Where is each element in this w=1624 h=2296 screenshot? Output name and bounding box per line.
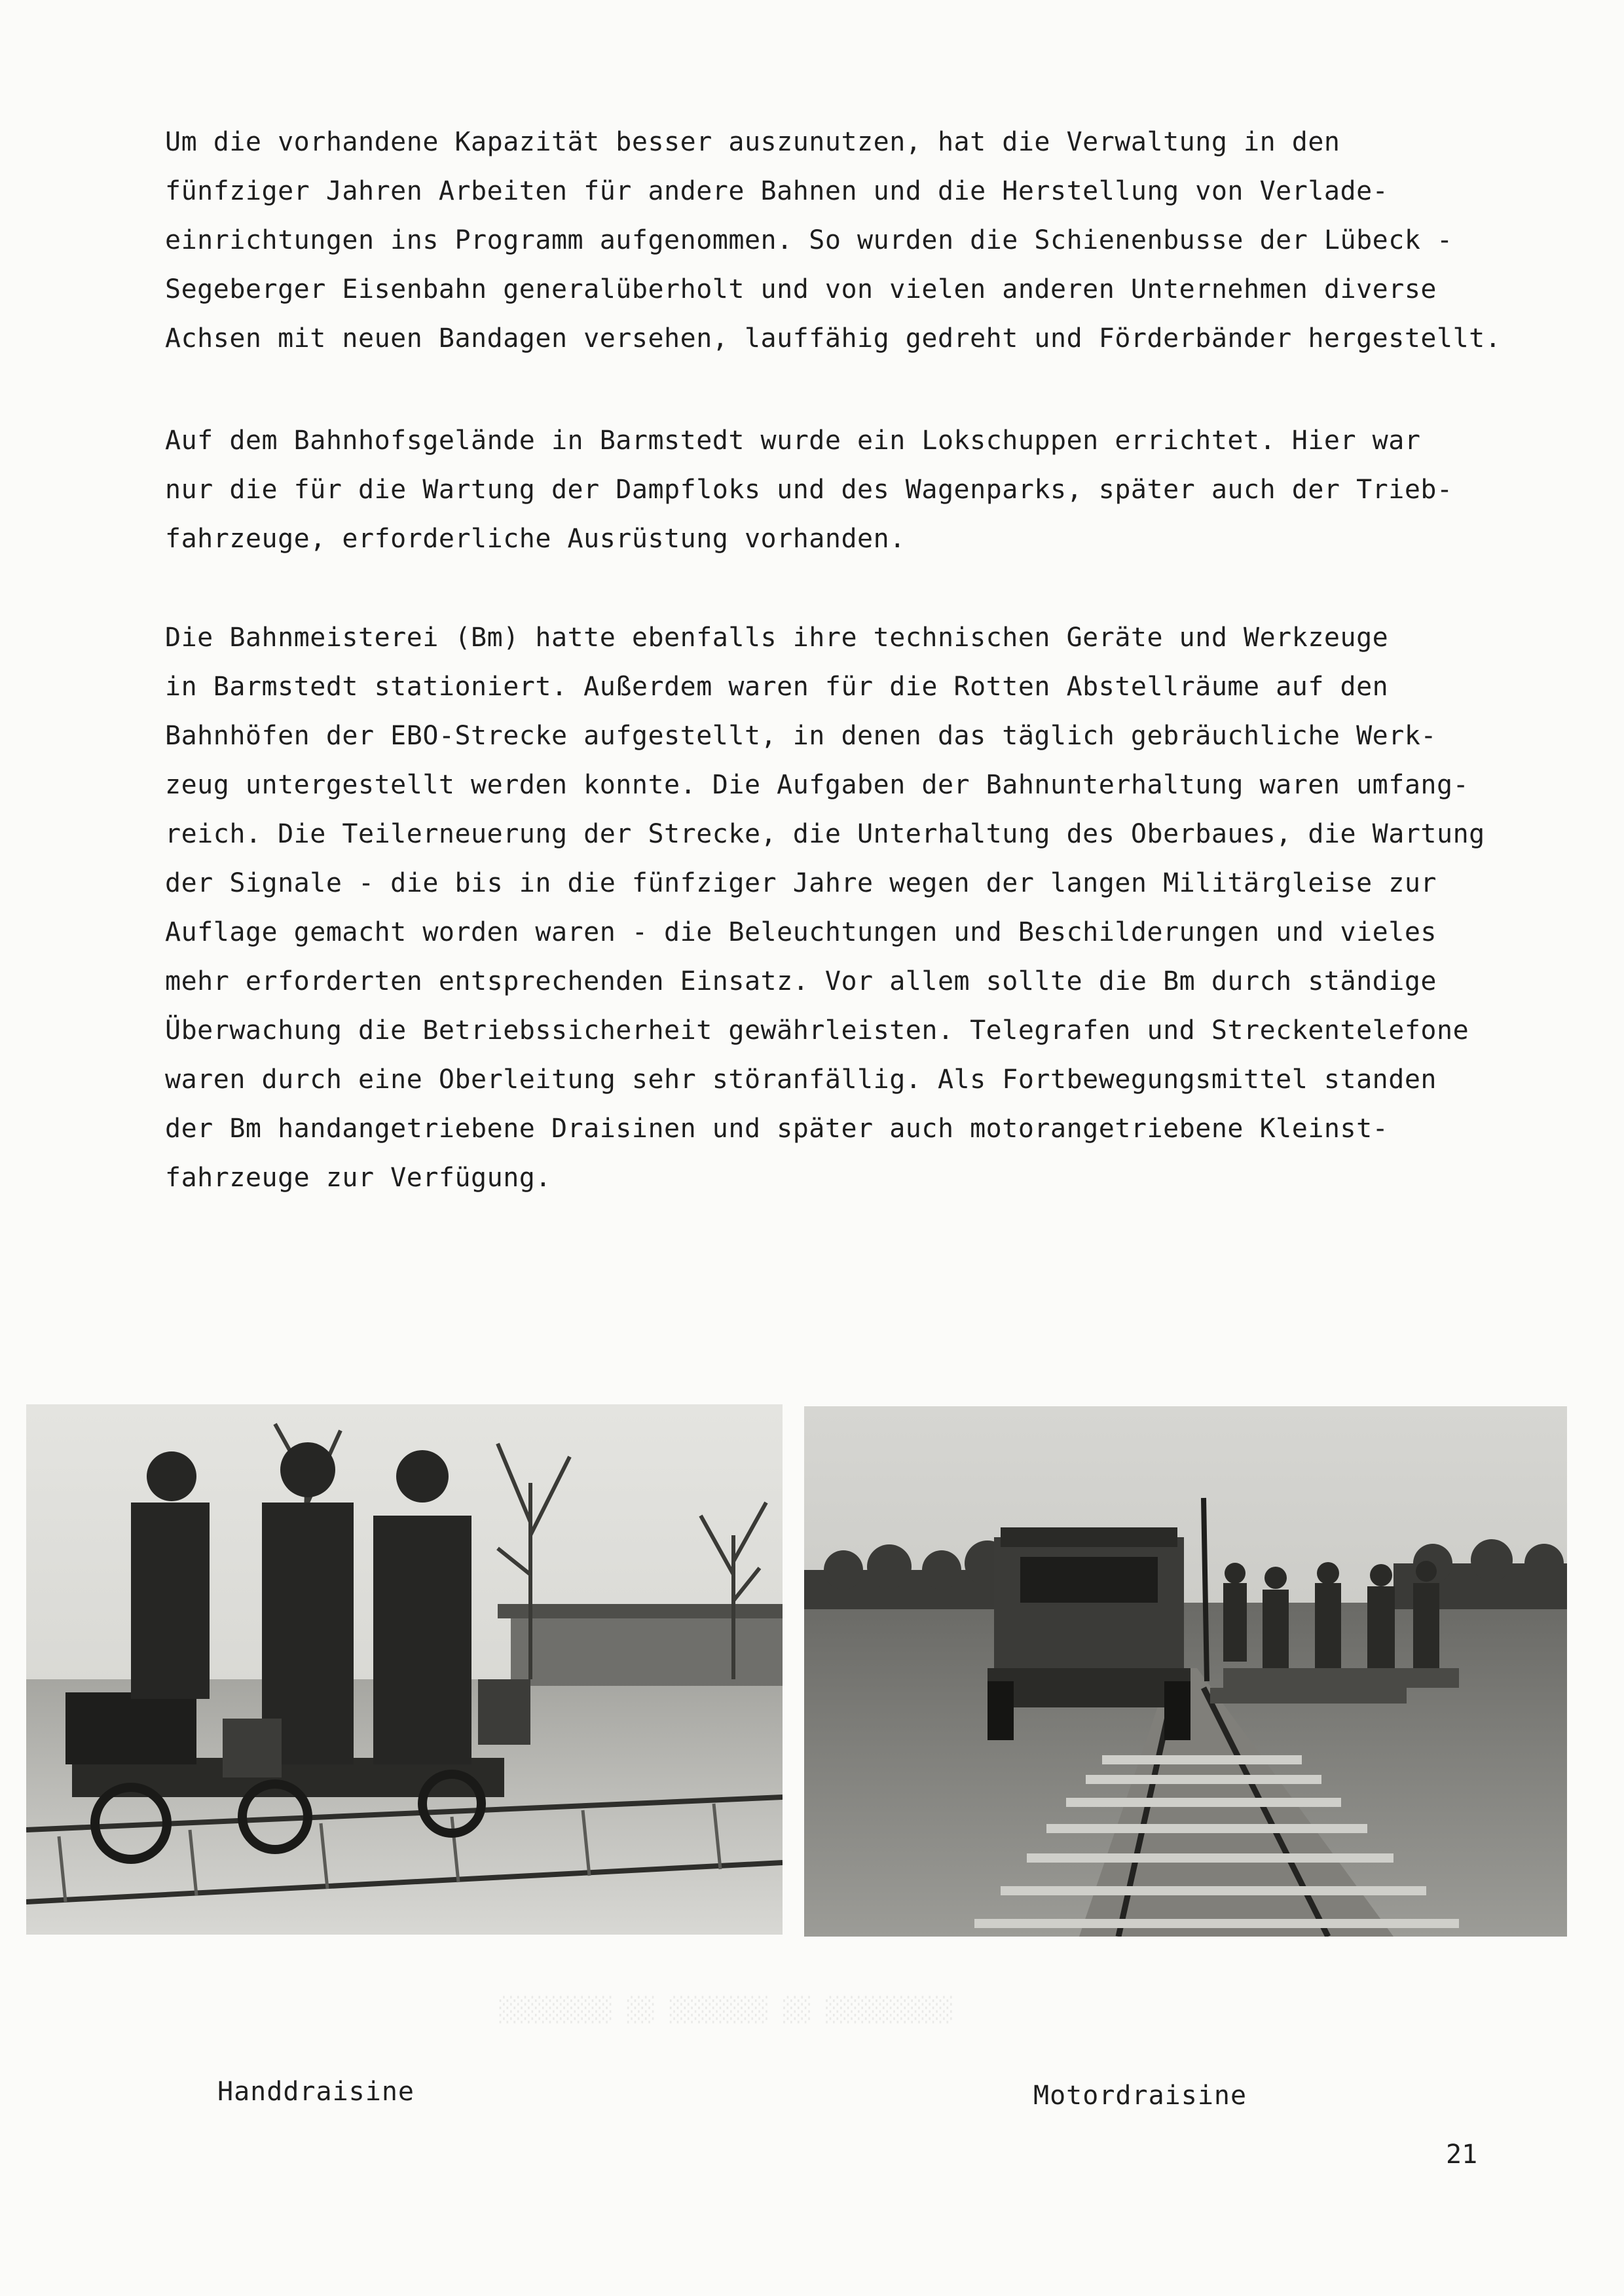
motordraisine-photo <box>804 1406 1567 1937</box>
text-line: fünfziger Jahren Arbeiten für andere Bahnen und die Herstellung von Verlade- <box>165 176 1389 206</box>
text-line: Überwachung die Betriebssicherheit gewährleisten. Telegrafen und Streckentelefone <box>165 1015 1469 1046</box>
caption-motordraisine: Motordraisine <box>1033 2081 1247 2111</box>
page-number: 21 <box>1446 2140 1478 2170</box>
text-line: der Signale - die bis in die fünfziger Jahre wegen der langen Militärgleise zur <box>165 868 1437 898</box>
bleed-through-text: ░░░░░░░░░ ░░ ░░░░░░░ ░░ ░░░░░░░░ <box>498 1997 952 2024</box>
text-line: Segeberger Eisenbahn generalüberholt und von vielen anderen Unternehmen diverse <box>165 274 1437 304</box>
handdraisine-photo <box>26 1404 783 1935</box>
text-line: der Bm handangetriebene Draisinen und später auch motorangetriebene Kleinst- <box>165 1114 1389 1144</box>
text-line: mehr erforderten entsprechenden Einsatz. Vor allem sollte die Bm durch ständige <box>165 966 1437 996</box>
paragraph-workshop-capacity <box>165 118 1553 363</box>
text-line: fahrzeuge, erforderliche Ausrüstung vorhanden. <box>165 524 906 554</box>
text-line: fahrzeuge zur Verfügung. <box>165 1163 551 1193</box>
text-line: Um die vorhandene Kapazität besser auszunutzen, hat die Verwaltung in den <box>165 127 1340 157</box>
text-line: Achsen mit neuen Bandagen versehen, lauffähig gedreht und Förderbänder hergestellt. <box>165 323 1502 354</box>
text-line: nur die für die Wartung der Dampfloks und des Wagenparks, später auch der Trieb- <box>165 475 1453 505</box>
text-line: waren durch eine Oberleitung sehr störanfällig. Als Fortbewegungsmittel standen <box>165 1065 1437 1095</box>
text-line: einrichtungen ins Programm aufgenommen. So wurden die Schienenbusse der Lübeck - <box>165 225 1453 255</box>
text-line: Auf dem Bahnhofsgelände in Barmstedt wurde ein Lokschuppen errichtet. Hier war <box>165 426 1421 456</box>
text-line: Bahnhöfen der EBO-Strecke aufgestellt, in denen das täglich gebräuchliche Werk- <box>165 721 1437 751</box>
paragraph-bahnmeisterei <box>165 613 1553 1203</box>
text-line: Die Bahnmeisterei (Bm) hatte ebenfalls ihre technischen Geräte und Werkzeuge <box>165 623 1389 653</box>
text-line: reich. Die Teilerneuerung der Strecke, die Unterhaltung des Oberbaues, die Wartung <box>165 819 1485 849</box>
text-line: in Barmstedt stationiert. Außerdem waren für die Rotten Abstellräume auf den <box>165 672 1389 702</box>
paragraph-lokschuppen <box>165 416 1553 564</box>
text-line: zeug untergestellt werden konnte. Die Aufgaben der Bahnunterhaltung waren umfang- <box>165 770 1469 800</box>
text-line: Auflage gemacht worden waren - die Beleuchtungen und Beschilderungen und vieles <box>165 917 1437 947</box>
caption-handdraisine: Handdraisine <box>217 2077 415 2107</box>
